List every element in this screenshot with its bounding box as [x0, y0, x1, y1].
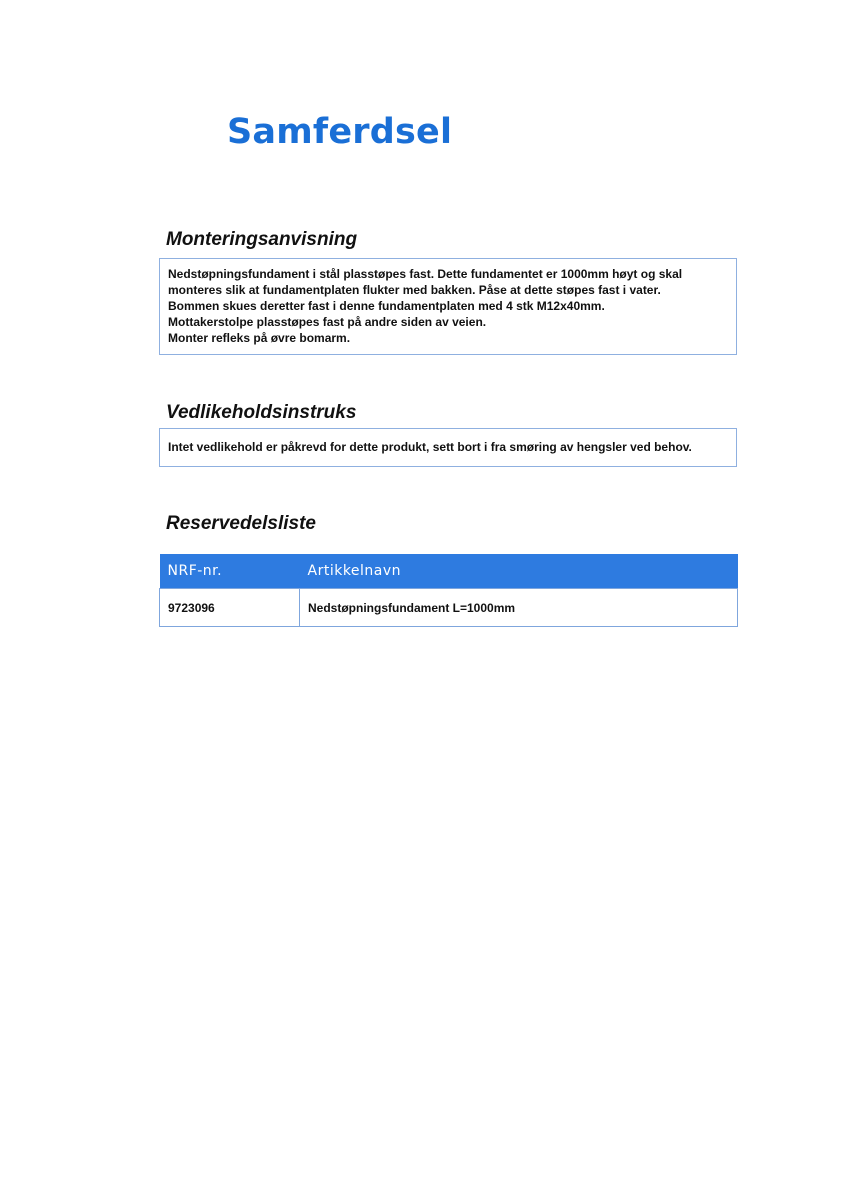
section-heading-vedlikehold: Vedlikeholdsinstruks [166, 402, 357, 423]
maintenance-instructions-box [159, 428, 737, 467]
brand-logo-text: Samferdsel [227, 112, 453, 152]
table-header-row [160, 554, 738, 589]
montering-line: Nedstøpningsfundament i stål plasstøpes fast. Dette fundamentet er 1000mm høyt og skal [168, 267, 683, 281]
maintenance-text: Intet vedlikehold er påkrevd for dette produkt, sett bort i fra smøring av hengsler ved behov. [168, 440, 692, 454]
section-heading-montering: Monteringsanvisning [166, 229, 358, 250]
cell-nrf: 9723096 [160, 589, 300, 627]
montering-instructions-box [159, 258, 737, 355]
montering-line: Mottakerstolpe plasstøpes fast på andre siden av veien. [168, 315, 487, 329]
spare-parts-table [159, 554, 738, 627]
column-header-article-name: Artikkelnavn [300, 554, 738, 589]
montering-line: Bommen skues deretter fast i denne fundamentplaten med 4 stk M12x40mm. [168, 299, 605, 313]
column-header-nrf: NRF-nr. [160, 554, 300, 589]
section-heading-reserve: Reservedelsliste [166, 513, 316, 534]
montering-line: Monter refleks på øvre bomarm. [168, 331, 351, 345]
table-row [160, 589, 738, 627]
montering-line: monteres slik at fundamentplaten flukter med bakken. Påse at dette støpes fast i vater. [168, 283, 661, 297]
cell-article-name: Nedstøpningsfundament L=1000mm [300, 589, 738, 627]
